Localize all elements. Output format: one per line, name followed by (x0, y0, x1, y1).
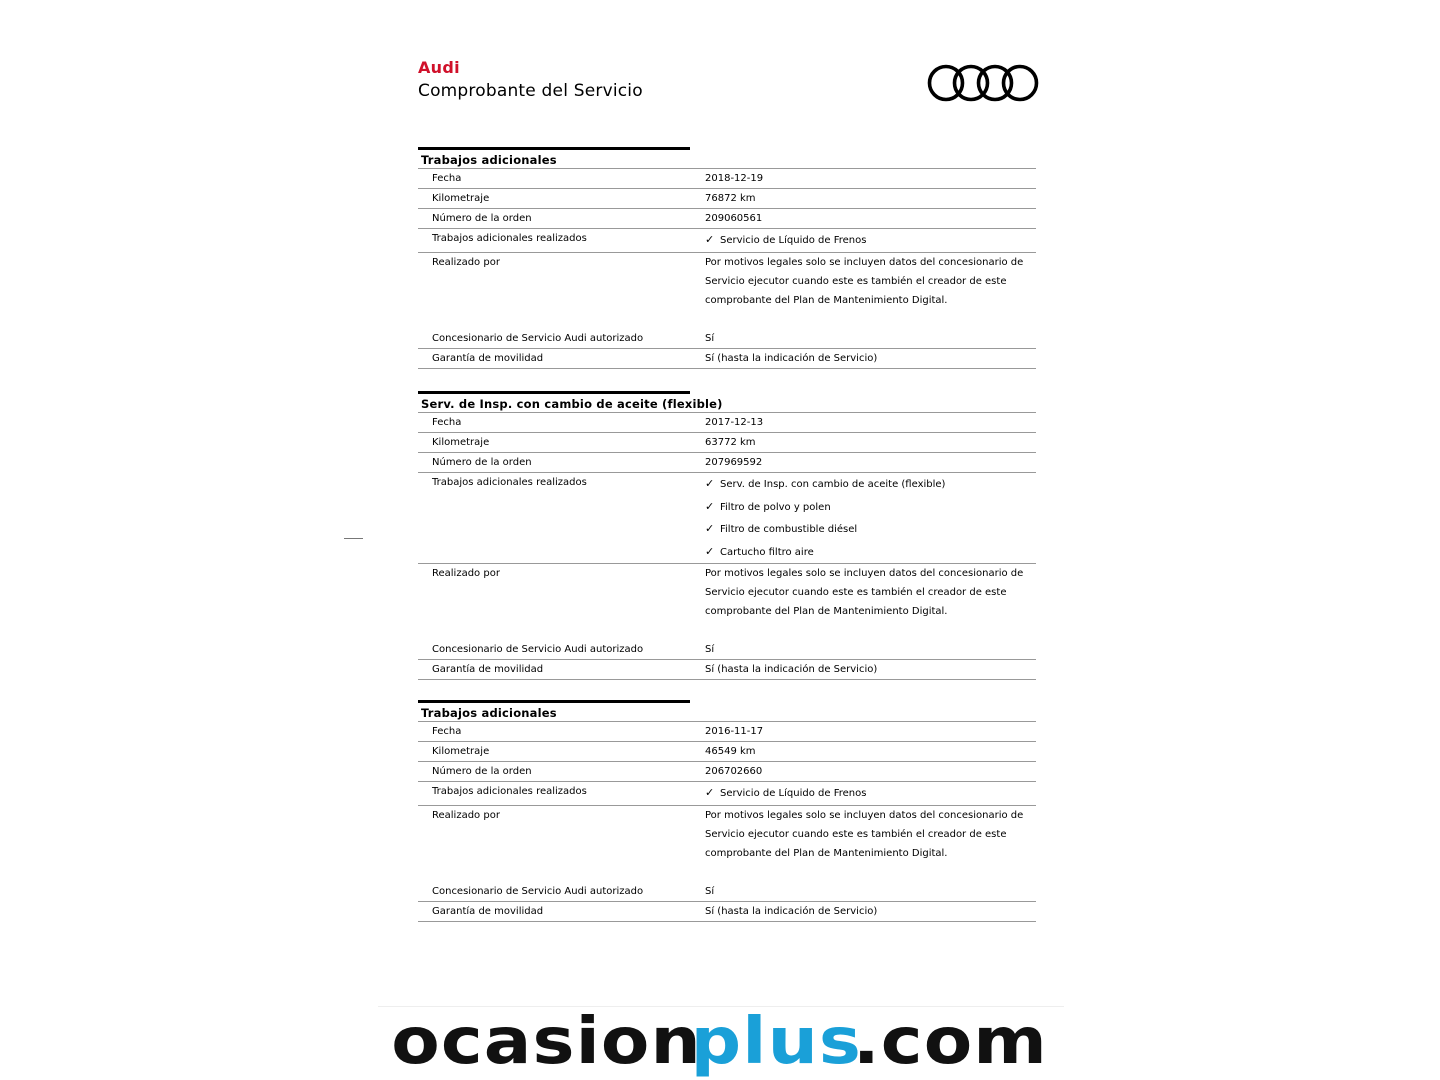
table-row (418, 349, 1036, 369)
work-item (705, 541, 1036, 564)
row-value: 63772 km (705, 437, 756, 448)
row-value: Sí (hasta la indicación de Servicio) (705, 664, 878, 676)
work-item-text: Serv. de Insp. con cambio de aceite (flexible) (720, 479, 946, 490)
service-section (418, 700, 1036, 922)
row-value: 207969592 (705, 457, 763, 468)
row-value: Sí (705, 644, 715, 656)
logo-wordmark (391, 1005, 1048, 1079)
section-heading: Trabajos adicionales (418, 147, 690, 168)
table-row (418, 229, 1036, 253)
row-value: 209060561 (705, 213, 763, 224)
table-row (418, 902, 1036, 922)
table-row (418, 453, 1036, 473)
row-label: Realizado por (432, 809, 500, 821)
row-value: Por motivos legales solo se incluyen datos del concesionario de Servicio ejecutor cuando este es también el creador de este comprobante del Plan de Mantenimiento Digital. (705, 568, 1024, 618)
work-items-list (705, 229, 1036, 252)
row-label: Fecha (432, 173, 462, 184)
section-rows (418, 168, 1036, 369)
row-label: Kilometraje (432, 746, 490, 757)
row-label: Trabajos adicionales realizados (432, 786, 587, 797)
watermark-logo (378, 1005, 1064, 1079)
service-section (418, 147, 1036, 369)
margin-mark (344, 538, 363, 539)
row-value: 2017-12-13 (705, 417, 764, 428)
row-label: Kilometraje (432, 193, 490, 204)
table-row (418, 640, 1036, 660)
brand-name: Audi (418, 58, 460, 77)
row-value: Sí (hasta la indicación de Servicio) (705, 352, 878, 364)
row-label: Realizado por (432, 256, 500, 268)
logo-part-plus: plus (690, 1005, 862, 1079)
table-row (418, 169, 1036, 189)
checkmark-icon: ✓ (705, 522, 715, 536)
table-row (418, 253, 1036, 329)
row-label: Número de la orden (432, 457, 532, 468)
work-item-text: Filtro de polvo y polen (720, 501, 831, 513)
checkmark-icon: ✓ (705, 233, 715, 246)
row-label: Garantía de movilidad (432, 664, 544, 676)
row-value: Por motivos legales solo se incluyen datos del concesionario de Servicio ejecutor cuando este es también el creador de este comprobante del Plan de Mantenimiento Digital. (705, 809, 1024, 859)
document-title: Comprobante del Servicio (418, 81, 643, 101)
checkmark-icon: ✓ (705, 477, 715, 490)
work-item-text: Servicio de Líquido de Frenos (720, 235, 867, 246)
work-item (705, 496, 1036, 519)
logo-part-com: .com (852, 1005, 1048, 1079)
row-label: Realizado por (432, 568, 500, 580)
table-row (418, 742, 1036, 762)
work-item-text: Cartucho filtro aire (720, 546, 814, 558)
row-label: Fecha (432, 417, 462, 428)
table-row (418, 433, 1036, 453)
table-row (418, 564, 1036, 640)
row-value: 2018-12-19 (705, 173, 764, 184)
logo-part-ocasion: ocasion (391, 1005, 702, 1079)
row-label: Número de la orden (432, 213, 532, 224)
row-label: Trabajos adicionales realizados (432, 233, 587, 244)
table-row (418, 189, 1036, 209)
table-row (418, 782, 1036, 806)
row-label: Trabajos adicionales realizados (432, 477, 587, 488)
checkmark-icon: ✓ (705, 786, 715, 799)
table-row (418, 209, 1036, 229)
table-row (418, 722, 1036, 742)
service-document (418, 58, 1036, 917)
audi-rings-icon (927, 63, 1039, 103)
checkmark-icon: ✓ (705, 499, 715, 513)
table-row (418, 882, 1036, 902)
table-row (418, 660, 1036, 680)
service-section (418, 391, 1036, 680)
row-label: Concesionario de Servicio Audi autorizado (432, 332, 644, 344)
checkmark-icon: ✓ (705, 544, 715, 558)
work-item-text: Filtro de combustible diésel (720, 524, 858, 536)
row-label: Fecha (432, 726, 462, 737)
row-label: Garantía de movilidad (432, 352, 544, 364)
work-item (705, 473, 1036, 496)
row-value: 46549 km (705, 746, 756, 757)
row-value: 76872 km (705, 193, 756, 204)
work-item (705, 229, 1036, 252)
row-value: Sí (705, 885, 715, 897)
work-item (705, 782, 1036, 805)
table-row (418, 329, 1036, 349)
row-label: Kilometraje (432, 437, 490, 448)
work-items-list (705, 473, 1036, 563)
table-row (418, 762, 1036, 782)
row-value: 206702660 (705, 766, 763, 777)
section-rows (418, 721, 1036, 922)
row-value: 2016-11-17 (705, 726, 764, 737)
row-value: Por motivos legales solo se incluyen datos del concesionario de Servicio ejecutor cuando este es también el creador de este comprobante del Plan de Mantenimiento Digital. (705, 256, 1024, 306)
work-item (705, 518, 1036, 541)
table-row (418, 413, 1036, 433)
row-value: Sí (hasta la indicación de Servicio) (705, 905, 878, 917)
row-label: Concesionario de Servicio Audi autorizado (432, 644, 644, 656)
row-label: Número de la orden (432, 766, 532, 777)
row-value: Sí (705, 332, 715, 344)
work-item-text: Servicio de Líquido de Frenos (720, 788, 867, 799)
section-rows (418, 412, 1036, 680)
table-row (418, 473, 1036, 564)
table-row (418, 806, 1036, 882)
section-heading: Serv. de Insp. con cambio de aceite (flexible) (418, 391, 690, 412)
row-label: Concesionario de Servicio Audi autorizado (432, 885, 644, 897)
work-items-list (705, 782, 1036, 805)
section-heading: Trabajos adicionales (418, 700, 690, 721)
row-label: Garantía de movilidad (432, 905, 544, 917)
